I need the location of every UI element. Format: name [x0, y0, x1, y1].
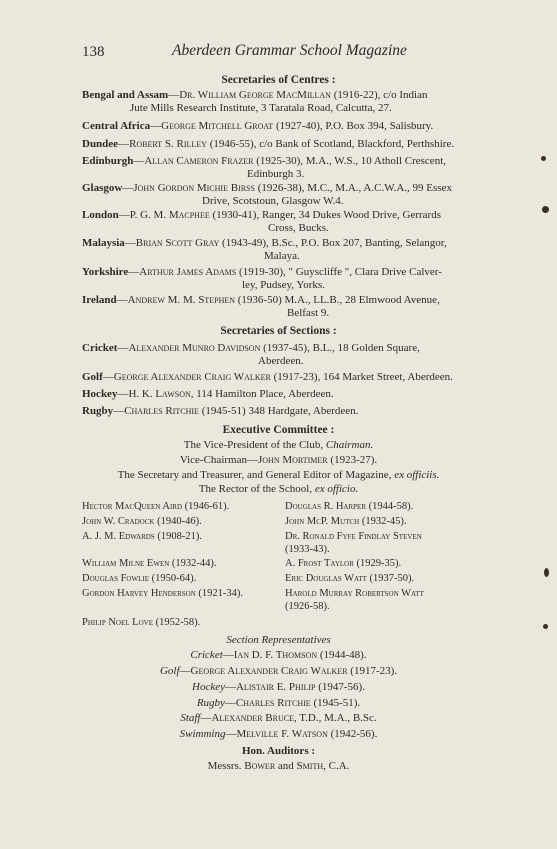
centre-entry-ireland: Ireland—Andrew M. M. Stephen (1936-50) M.A., LL.B., 28 Elmwood Avenue, Belfast 9. [82, 294, 440, 319]
committee-right-5: Harold Murray Robertson Watt (1926-58). [285, 588, 424, 612]
rep-hockey: Hockey—Alistair E. Philip (1947-56). [192, 681, 365, 693]
committee-right-3: A. Frost Taylor (1929-35). [285, 558, 402, 569]
margin-spot [541, 156, 546, 161]
centre-entry-london: London—P. G. M. Macphee (1930-41), Ranger, 34 Dukes Wood Drive, Gerrards Cross, Bucks. [82, 209, 441, 234]
rep-rugby: Rugby—Charles Ritchie (1945-51). [196, 697, 361, 709]
exec-line-chairman: The Vice-President of the Club, Chairman. [183, 439, 374, 451]
committee-left-5: Gordon Harvey Henderson (1921-34). [82, 588, 244, 599]
sections-heading: Secretaries of Sections : [220, 325, 337, 337]
section-entry-cricket: Cricket—Alexander Munro Davidson (1937-45), B.L., 18 Golden Square, Aberdeen. [82, 342, 420, 367]
committee-right-1: John McP. Mutch (1932-45). [285, 516, 407, 527]
centre-entry-central-africa: Central Africa—George Mitchell Groat (1927-40), P.O. Box 394, Salisbury. [82, 120, 434, 132]
committee-left-6: Philip Noel Love (1952-58). [82, 617, 201, 628]
representatives-heading: Section Representatives [226, 634, 331, 646]
margin-spot [544, 568, 549, 577]
centre-entry-dundee: Dundee—Robert S. Rilley (1946-55), c/o Bank of Scotland, Blackford, Perthshire. [82, 138, 455, 150]
committee-right-4: Eric Douglas Watt (1937-50). [285, 573, 415, 584]
margin-spot [542, 206, 549, 213]
committee-left-4: Douglas Fowlie (1950-64). [82, 573, 197, 584]
auditors-line: Messrs. Bower and Smith, C.A. [207, 760, 350, 772]
rep-cricket: Cricket—Ian D. F. Thomson (1944-48). [190, 649, 367, 661]
committee-left-1: John W. Cradock (1940-46). [82, 516, 202, 527]
section-entry-golf: Golf—George Alexander Craig Walker (1917-23), 164 Market Street, Aberdeen. [82, 371, 453, 383]
centre-entry-glasgow: Glasgow—John Gordon Michie Birss (1926-38), M.C., M.A., A.C.W.A., 99 Essex Drive, Scotstoun, Glasgow W.4. [82, 182, 452, 207]
section-entry-rugby: Rugby—Charles Ritchie (1945-51) 348 Hardgate, Aberdeen. [82, 405, 359, 417]
margin-spot [543, 624, 548, 629]
rep-golf: Golf—George Alexander Craig Walker (1917-23). [159, 665, 398, 677]
auditors-heading: Hon. Auditors : [241, 745, 316, 757]
committee-right-2: Dr. Ronald Fyfe Findlay Steven (1933-43). [285, 531, 422, 555]
rep-swimming: Swimming—Melville F. Watson (1942-56). [179, 728, 378, 740]
centres-heading: Secretaries of Centres : [221, 74, 336, 86]
exec-line-secretary: The Secretary and Treasurer, and General Editor of Magazine, ex officiis. [117, 469, 440, 481]
committee-right-0: Douglas R. Harper (1944-58). [285, 501, 414, 512]
centre-entry-bengal: Bengal and Assam—Dr. William George MacMillan (1916-22), c/o Indian Jute Mills Research Institute, 3 Taratala Road, Calcutta, 27. [82, 89, 428, 114]
centre-entry-edinburgh: Edinburgh—Allan Cameron Frazer (1925-30), M.A., W.S., 10 Atholl Crescent, Edinburgh 3. [82, 155, 446, 180]
rep-staff: Staff—Alexander Bruce, T.D., M.A., B.Sc. [180, 712, 377, 724]
section-entry-hockey: Hockey—H. K. Lawson, 114 Hamilton Place, Aberdeen. [82, 388, 334, 400]
exec-line-rector: The Rector of the School, ex officio. [198, 483, 359, 495]
page-number: 138 [82, 44, 105, 60]
committee-left-0: Hector MacQueen Aird (1946-61). [82, 501, 230, 512]
committee-left-2: A. J. M. Edwards (1908-21). [82, 531, 202, 542]
centre-entry-yorkshire: Yorkshire—Arthur James Adams (1919-30), " Guyscliffe ", Clara Drive Calver- ley, Pudsey, Yorks. [82, 266, 442, 291]
centre-entry-malaysia: Malaysia—Brian Scott Gray (1943-49), B.Sc., P.O. Box 207, Banting, Selangor, Malaya. [82, 237, 447, 262]
exec-line-vice-chairman: Vice-Chairman—John Mortimer (1923-27). [179, 454, 378, 466]
running-title: Aberdeen Grammar School Magazine [172, 42, 407, 59]
executive-heading: Executive Committee : [222, 424, 335, 436]
committee-left-3: William Milne Ewen (1932-44). [82, 558, 217, 569]
